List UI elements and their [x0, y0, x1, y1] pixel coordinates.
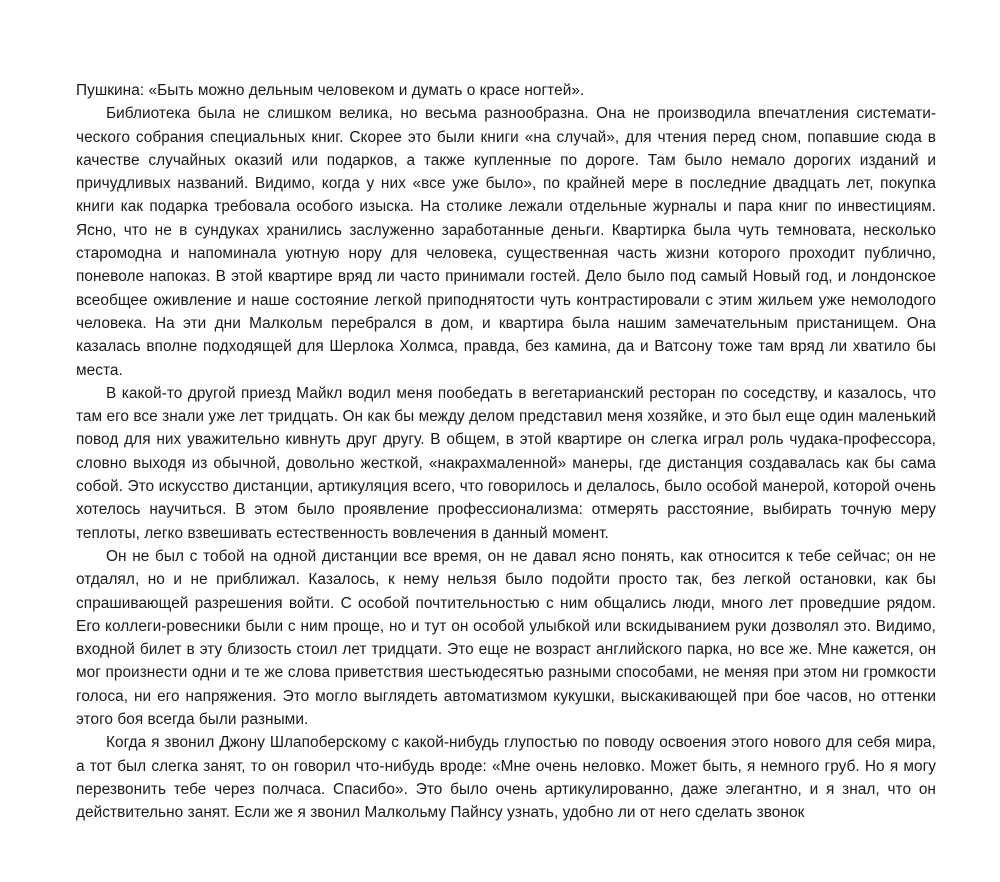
paragraph-3: В какой-то другой приезд Майкл водил меня пообедать в вегетарианский ресторан по соседству, и казалось, что там его все знали уже лет тридцать. Он как бы между делом представил меня хозяйке, и это был еще один маленький повод для них уважительно кивнуть друг другу. В общем, в этой квартире он слегка играл роль чудака-профессора, словно выходя из обычной, довольно жесткой, «накрахмаленной» манеры, где дистанция создавалась как бы сама собой. Это искусство дистанции, артикуляция всего, что говорилось и делалось, было особой манерой, которой очень хотелось научиться. В этом было проявление профессионализма: отмерять расстояние, выбирать точную меру теплоты, легко взвешивать естественность вовлечения в данный момент. — [76, 384, 936, 542]
paragraph-5: Когда я звонил Джону Шлапоберскому с какой-нибудь глупостью по поводу освоения этого нового для себя мира, а тот был слегка занят, то он говорил что-нибудь вроде: «Мне очень неловко. Может быть, я немного груб. Но я могу перезвонить тебе через полчаса. Спасибо». Это было очень артикулированно, даже элегантно, и я знал, что он действительно занят. Если же я звонил Малкольму Пайнсу узнать, удобно ли от него сделать звонок — [76, 734, 936, 822]
paragraph-2: Библиотека была не слишком велика, но весьма разнообразна. Она не производила впечатления систематического собрания специальных книг. Скорее это были книги «на случай», для чтения перед сном, попавшие сюда в качестве случайных оказий или подарков, а также купленные по дороге. Там было немало дорогих изданий и причудливых названий. Видимо, когда у них «все уже было», по крайней мере в последние двадцать лет, покупка книги как подарка требовала особого изыска. На столике лежали отдельные журналы и пара книг по инвестициям. Ясно, что не в сундуках хранились заслуженно заработанные деньги. Квартирка была чуть темновата, несколько старомодна и напоминала уютную нору для человека, существенная часть жизни которого проходит публично, поневоле напоказ. В этой квартире вряд ли часто принимали гостей. Дело было под самый Новый год, и лондонское всеобщее оживление и наше состояние легкой приподнятости чуть контрастировали с этим жильем уже немолодого человека. На эти дни Малкольм перебрался в дом, и квартира была нашим замечательным пристанищем. Она казалась вполне подходящей для Шерлока Холмса, правда, без камина, да и Ватсону тоже там вряд ли хватило бы места. — [76, 105, 936, 379]
document-page — [76, 79, 936, 825]
paragraph-1: Пушкина: «Быть можно дельным человеком и думать о красе ногтей». — [76, 82, 585, 99]
paragraph-4: Он не был с тобой на одной дистанции все время, он не давал ясно понять, как относится к тебе сейчас; он не отдалял, но и не приближал. Казалось, к нему нельзя было подойти просто так, без легкой остановки, как бы спрашивающей разрешения войти. С особой почтительностью с ним общались люди, много лет проведшие рядом. Его коллеги-ровесники были с ним проще, но и тут он особой улыбкой или вскидыванием руки дозволял это. Видимо, входной билет в эту близость стоил лет тридцати. Это еще не возраст английского парка, но все же. Мне кажется, он мог произнести одни и те же слова приветствия шестьюдесятью разными способами, не меняя при этом ни громкости голоса, ни его напряжения. Это могло выглядеть автоматизмом кукушки, выскакивающей при бое часов, но оттенки этого боя всегда были разными. — [76, 547, 936, 729]
